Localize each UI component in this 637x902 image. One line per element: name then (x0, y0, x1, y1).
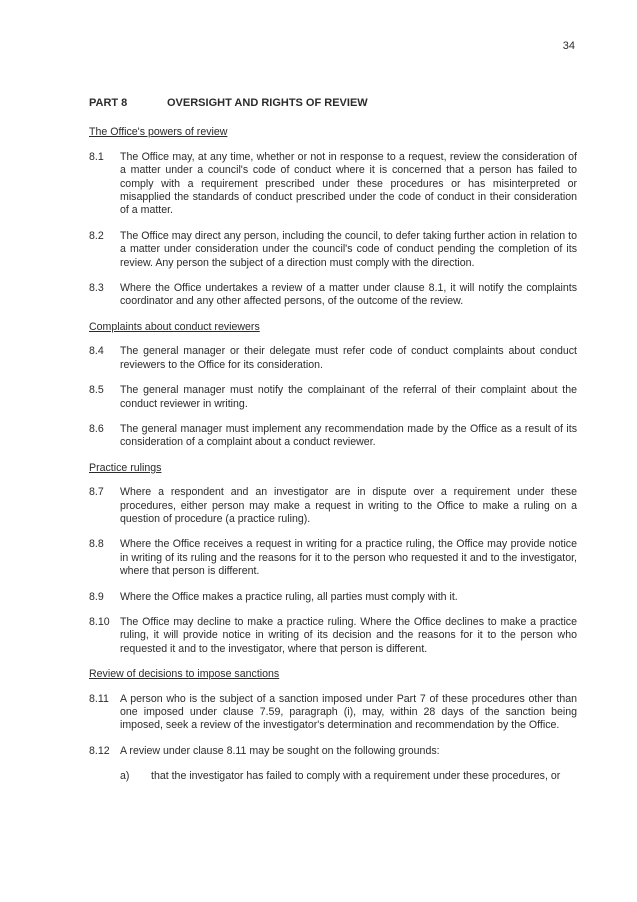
clause-number: 8.1 (89, 150, 104, 163)
section-heading: Practice rulings (89, 461, 162, 474)
clause-8-6 (89, 423, 577, 450)
clause-8-5 (89, 384, 577, 411)
part-title: OVERSIGHT AND RIGHTS OF REVIEW (167, 97, 368, 109)
section-heading: Complaints about conduct reviewers (89, 320, 260, 333)
subitem-a (120, 770, 577, 783)
clause-text: A review under clause 8.11 may be sought on the following grounds: (120, 744, 440, 757)
clause-text: Where the Office undertakes a review of a matter under clause 8.1, it will notify the complaints coordinator and any other affected persons, of the outcome of the review. (120, 282, 577, 308)
clause-number: 8.5 (89, 384, 104, 397)
clause-8-12 (89, 745, 577, 758)
clause-number: 8.8 (89, 538, 104, 551)
clause-8-9 (89, 591, 577, 604)
clause-number: 8.7 (89, 486, 104, 499)
clause-8-2 (89, 230, 577, 270)
clause-text: The general manager must implement any recommendation made by the Office as a result of its consideration of a complaint about a conduct reviewer. (120, 422, 577, 449)
subitem-label: a) (120, 770, 130, 783)
document-body (89, 97, 577, 784)
clause-number: 8.6 (89, 422, 104, 435)
clause-8-7 (89, 486, 577, 526)
section-heading: The Office's powers of review (89, 126, 228, 139)
clause-number: 8.9 (89, 590, 104, 603)
clause-text: The general manager or their delegate must refer code of conduct complaints about conduct reviewers to the Office for its consideration. (120, 345, 577, 371)
part-heading (89, 97, 577, 110)
clause-text: Where the Office makes a practice ruling, all parties must comply with it. (120, 590, 458, 603)
clause-text: The Office may direct any person, including the council, to defer taking further action in relation to a matter under consideration under the council's code of conduct pending the completion of its review. Any person the subject of a direction must comply with the direction. (120, 229, 577, 269)
clause-text: The Office may, at any time, whether or not in response to a request, review the consideration of a matter under a council's code of conduct where it is concerned that a person has failed to comply with a requirement prescribed under these procedures or has misinterpreted or misapplied the standards of conduct prescribed under the code of conduct in their consideration of a matter. (120, 150, 577, 217)
section-heading: Review of decisions to impose sanctions (89, 668, 280, 681)
clause-number: 8.11 (89, 692, 109, 705)
clause-text: Where a respondent and an investigator are in dispute over a requirement under these procedures, either person may make a request in writing to the Office to make a ruling on a question of procedure (a practice ruling). (120, 486, 577, 525)
clause-text: A person who is the subject of a sanction imposed under Part 7 of these procedures other than one imposed under clause 7.59, paragraph (i), may, within 28 days of the sanction being imposed, seek a review of the investigator's determination and recommendation by the Office. (120, 692, 577, 732)
clause-8-8 (89, 538, 577, 578)
clause-text: The general manager must notify the complainant of the referral of their complaint about the conduct reviewer in writing. (120, 384, 577, 410)
clause-number: 8.3 (89, 282, 104, 295)
clause-8-4 (89, 345, 577, 372)
clause-number: 8.4 (89, 345, 104, 358)
clause-number: 8.10 (89, 615, 110, 628)
clause-8-10 (89, 616, 577, 656)
clause-8-3 (89, 282, 577, 309)
clause-8-11 (89, 693, 577, 733)
clause-number: 8.12 (89, 744, 110, 757)
clause-text: The Office may decline to make a practice ruling. Where the Office declines to make a practice ruling, it will provide notice in writing of its decision and the reasons for it to the person who requested it and to the investigator, where that person is different. (120, 615, 577, 655)
page-number: 34 (562, 40, 575, 52)
clause-8-1 (89, 151, 577, 218)
clause-number: 8.2 (89, 229, 104, 242)
clause-text: Where the Office receives a request in writing for a practice ruling, the Office may provide notice in writing of its ruling and the reasons for it to the person who requested it and to the investigator, where that person is different. (120, 538, 577, 578)
part-number: PART 8 (89, 97, 128, 109)
subitem-text: that the investigator has failed to comply with a requirement under these procedures, or (151, 770, 561, 783)
